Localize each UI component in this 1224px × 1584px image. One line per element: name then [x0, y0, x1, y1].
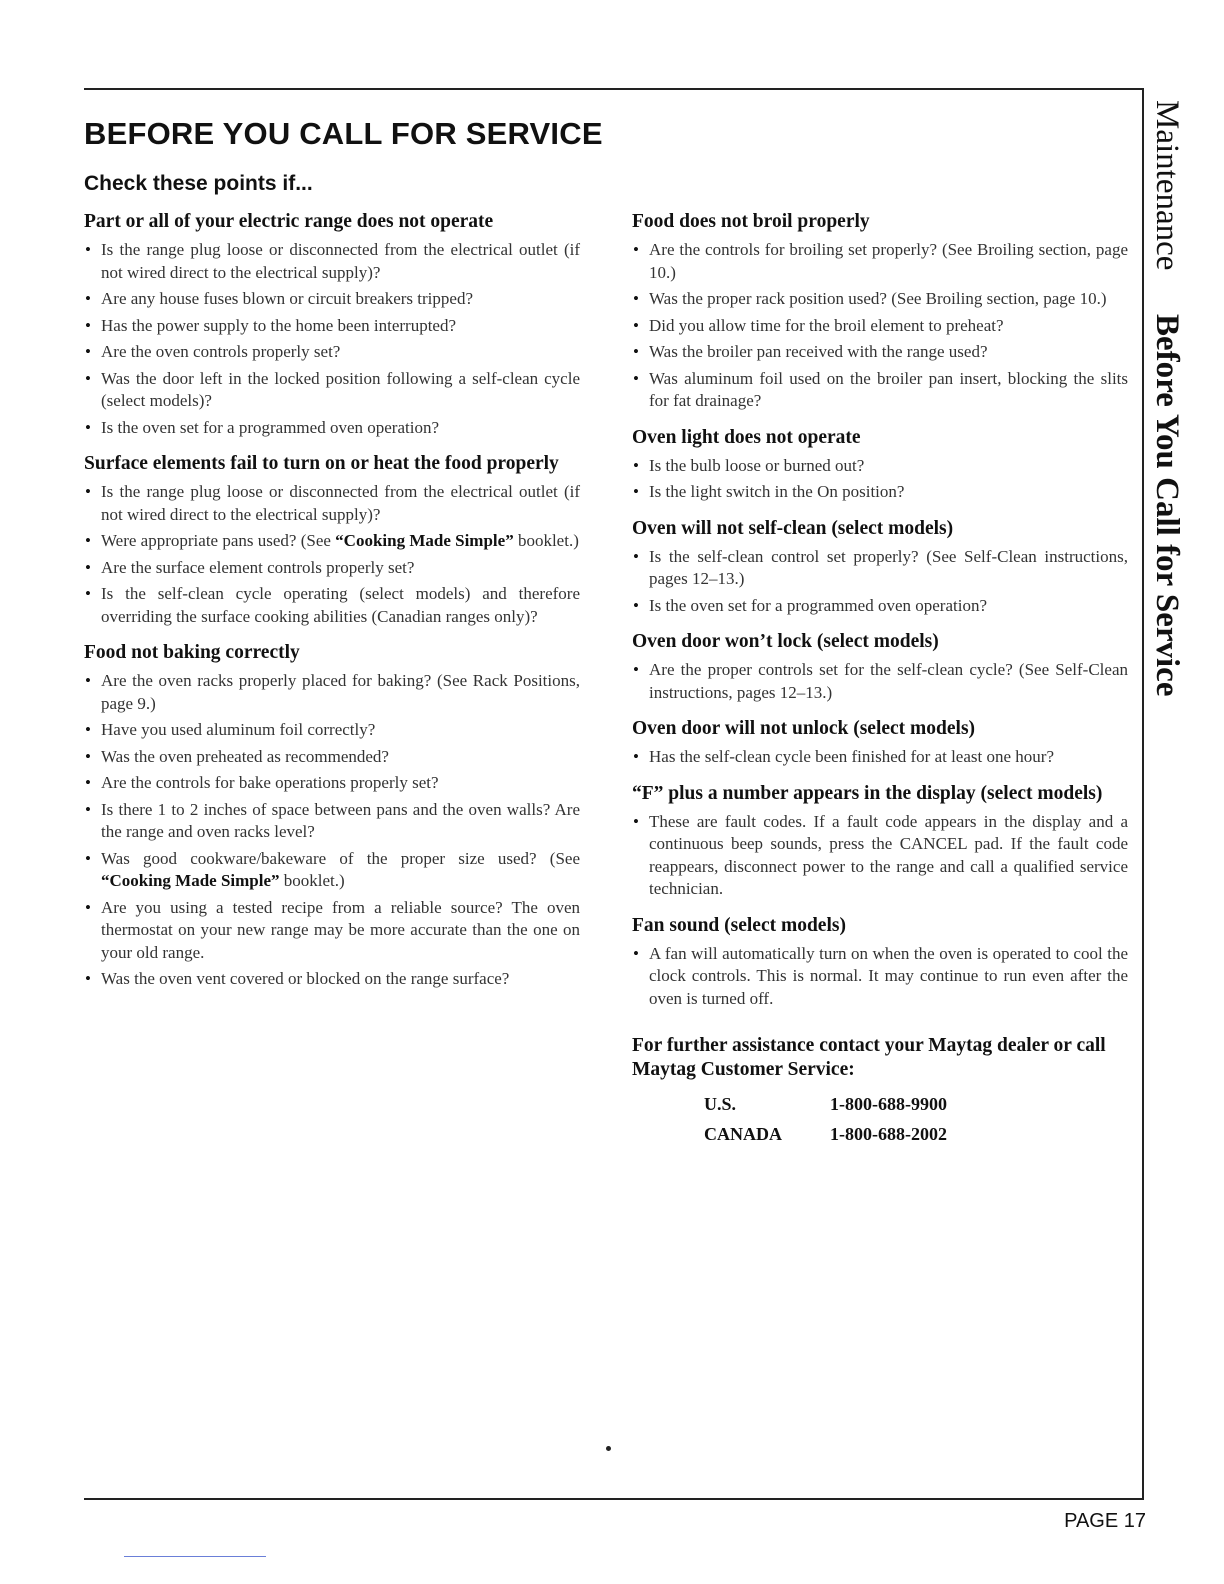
checklist-item: • Is the oven set for a programmed oven operation?: [632, 595, 1128, 618]
page-number: PAGE 17: [1064, 1510, 1146, 1532]
bottom-rule: [84, 1498, 1144, 1500]
phone-table: [704, 1091, 947, 1151]
checklist: [632, 746, 1128, 769]
checklist-item: • Are the oven racks properly placed for baking? (See Rack Positions, page 9.): [84, 670, 580, 715]
checklist-item: • These are fault codes. If a fault code appears in the display and a continuous beep sounds, press the CANCEL pad. If the fault code reappears, disconnect power to the range and call a qualified service technician.: [632, 811, 1128, 901]
section-heading: Part or all of your electric range does not operate: [84, 211, 494, 232]
scan-artifact-dot: [606, 1446, 611, 1451]
side-tab-maintenance: Maintenance: [1149, 100, 1185, 271]
section-heading: Oven door will not unlock (select models): [632, 718, 976, 739]
checklist-item: • Were appropriate pans used? (See “Cooking Made Simple” booklet.): [84, 530, 580, 553]
checklist-item: • Is the self-clean cycle operating (select models) and therefore overriding the surface cooking abilities (Canadian ranges only)?: [84, 583, 580, 628]
checklist: [632, 546, 1128, 618]
checklist-item: • Was the oven preheated as recommended?: [84, 746, 580, 769]
assistance-text: For further assistance contact your Maytag dealer or call Maytag Customer Service:: [632, 1035, 1106, 1080]
checklist-item: • Was good cookware/bakeware of the proper size used? (See “Cooking Made Simple” booklet.): [84, 848, 580, 893]
checklist-item: • Are any house fuses blown or circuit breakers tripped?: [84, 288, 580, 311]
checklist-item: • Is the range plug loose or disconnected from the electrical outlet (if not wired direct to the electrical supply)?: [84, 481, 580, 526]
top-rule: [84, 88, 1144, 90]
checklist-item: • A fan will automatically turn on when the oven is operated to cool the clock controls. This is normal. It may continue to run even after the oven is turned off.: [632, 943, 1128, 1011]
checklist: [632, 239, 1128, 413]
booklet-title: “Cooking Made Simple”: [335, 531, 514, 550]
right-sections: [632, 210, 1128, 1010]
checklist-item: • Was the proper rack position used? (See Broiling section, page 10.): [632, 288, 1128, 311]
phone-number: 1-800-688-2002: [830, 1124, 947, 1144]
checklist-item: • Did you allow time for the broil element to preheat?: [632, 315, 1128, 338]
troubleshoot-section: [632, 914, 1128, 1011]
page-title: BEFORE YOU CALL FOR SERVICE: [84, 116, 603, 151]
checklist-item: • Is the range plug loose or disconnected from the electrical outlet (if not wired direct to the electrical supply)?: [84, 239, 580, 284]
checklist-item: • Are the controls for broiling set properly? (See Broiling section, page 10.): [632, 239, 1128, 284]
checklist-item: • Is the self-clean control set properly? (See Self-Clean instructions, pages 12–13.): [632, 546, 1128, 591]
troubleshoot-section: [84, 452, 580, 628]
troubleshoot-section: [632, 210, 1128, 413]
checklist-item: • Was aluminum foil used on the broiler pan insert, blocking the slits for fat drainage?: [632, 368, 1128, 413]
checklist-item: • Was the door left in the locked position following a self-clean cycle (select models)?: [84, 368, 580, 413]
checklist: [84, 481, 580, 628]
checklist: [632, 811, 1128, 901]
checklist-item: • Are the oven controls properly set?: [84, 341, 580, 364]
checklist: [632, 943, 1128, 1011]
phone-number: 1-800-688-9900: [830, 1094, 947, 1114]
checklist-item: • Are the controls for bake operations properly set?: [84, 772, 580, 795]
troubleshoot-section: [84, 210, 580, 439]
phone-country: CANADA: [704, 1124, 782, 1144]
right-column: [632, 210, 1128, 1151]
page-subtitle: Check these points if...: [84, 172, 313, 195]
checklist: [84, 239, 580, 439]
checklist-item: • Are the proper controls set for the self-clean cycle? (See Self-Clean instructions, pages 12–13.): [632, 659, 1128, 704]
troubleshoot-section: [84, 641, 580, 991]
troubleshoot-section: [632, 426, 1128, 504]
checklist-item: • Was the oven vent covered or blocked on the range surface?: [84, 968, 580, 991]
section-heading: Surface elements fail to turn on or heat the food properly: [84, 453, 559, 474]
checklist-item: • Has the self-clean cycle been finished for at least one hour?: [632, 746, 1128, 769]
phone-row-canada: [704, 1121, 947, 1151]
troubleshoot-section: [632, 517, 1128, 618]
checklist-item: • Was the broiler pan received with the range used?: [632, 341, 1128, 364]
checklist-item: • Is there 1 to 2 inches of space between pans and the oven walls? Are the range and oven racks level?: [84, 799, 580, 844]
side-tab-text: [1144, 100, 1190, 780]
checklist-item: • Has the power supply to the home been interrupted?: [84, 315, 580, 338]
booklet-title: “Cooking Made Simple”: [101, 871, 280, 890]
checklist-item: • Have you used aluminum foil correctly?: [84, 719, 580, 742]
checklist-item: • Are the surface element controls properly set?: [84, 557, 580, 580]
checklist-item: • Are you using a tested recipe from a reliable source? The oven thermostat on your new range may be more accurate than the one on your old range.: [84, 897, 580, 965]
checklist: [84, 670, 580, 991]
assistance-block: [632, 1034, 1128, 1151]
checklist-item: • Is the light switch in the On position?: [632, 481, 1128, 504]
phone-row-us: [704, 1091, 947, 1121]
troubleshoot-section: [632, 717, 1128, 769]
section-heading: Oven door won’t lock (select models): [632, 631, 939, 652]
side-tab-before-you-call: Before You Call for Service: [1149, 314, 1185, 697]
section-heading: Fan sound (select models): [632, 914, 846, 936]
section-heading: Oven light does not operate: [632, 426, 861, 448]
phone-country: U.S.: [704, 1094, 737, 1114]
checklist: [632, 659, 1128, 704]
section-heading: Oven will not self-clean (select models): [632, 517, 954, 539]
troubleshoot-section: [632, 630, 1128, 704]
checklist: [632, 455, 1128, 504]
section-heading: Food not baking correctly: [84, 642, 300, 663]
section-heading: Food does not broil properly: [632, 211, 870, 232]
section-heading: “F” plus a number appears in the display (select models): [632, 782, 1103, 804]
checklist-item: • Is the oven set for a programmed oven operation?: [84, 417, 580, 440]
troubleshoot-section: [632, 782, 1128, 901]
side-tab: [1144, 100, 1190, 780]
scan-artifact-line: [124, 1556, 266, 1557]
checklist-item: • Is the bulb loose or burned out?: [632, 455, 1128, 478]
left-column: [84, 210, 580, 1004]
